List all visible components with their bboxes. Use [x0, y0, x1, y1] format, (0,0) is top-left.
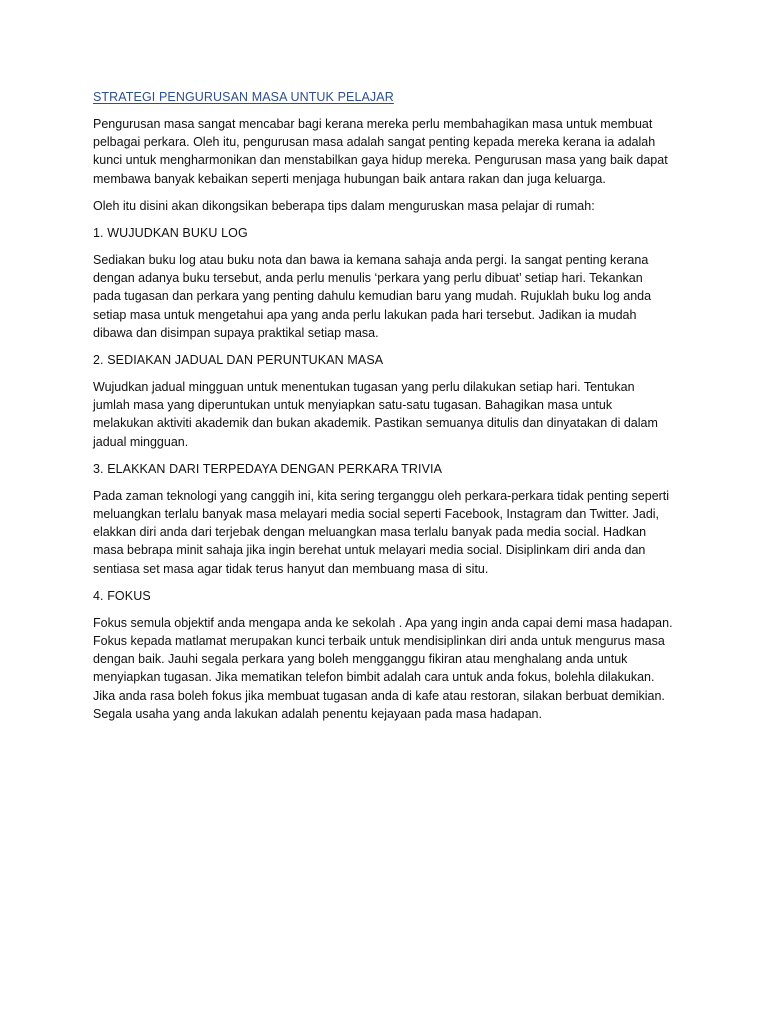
document-title: STRATEGI PENGURUSAN MASA UNTUK PELAJAR: [93, 90, 394, 104]
document-content: [93, 88, 673, 732]
lead-paragraph: Oleh itu disini akan dikongsikan beberapa tips dalam menguruskan masa pelajar di rumah:: [93, 198, 595, 213]
intro-paragraph: Pengurusan masa sangat mencabar bagi kerana mereka perlu membahagikan masa untuk membuat pelbagai perkara. Oleh itu, pengurusan masa adalah sangat penting kepada mereka kerana ia adalah kunci untuk mengharmonikan dan menstabilkan gaya hidup mereka. Pengurusan masa yang baik dapat membawa banyak kebaikan seperti menjaga hubungan baik antara rakan dan juga keluarga.: [93, 117, 668, 186]
section-heading-3: 3. ELAKKAN DARI TERPEDAYA DENGAN PERKARA TRIVIA: [93, 461, 443, 476]
section-body-1: Sediakan buku log atau buku nota dan bawa ia kemana sahaja anda pergi. Ia sangat penting kerana dengan adanya buku tersebut, anda perlu menulis ‘perkara yang perlu dibuat’ setiap hari. Tekankan pada tugasan dan perkara yang penting dahulu kemudian baru yang mudah. Rujuklah buku log anda setiap masa untuk mengetahui apa yang anda perlu lakukan pada hari tersebut. Jadikan ia mudah dibawa dan disimpan supaya praktikal setiap masa.: [93, 253, 652, 340]
section-heading-1: 1. WUJUDKAN BUKU LOG: [93, 226, 248, 241]
section-body-4: Fokus semula objektif anda mengapa anda ke sekolah . Apa yang ingin anda capai demi masa hadapan. Fokus kepada matlamat merupakan kunci terbaik untuk mendisiplinkan diri anda untuk mengurus masa dengan baik. Jauhi segala perkara yang boleh mengganggu fikiran atau menghalang anda untuk menyiapkan tugasan. Jika mematikan telefon bimbit adalah cara untuk anda fokus, bolehla dilakukan. Jika anda rasa boleh fokus jika membuat tugasan anda di kafe atau restoran, silakan berbuat demikian. Segala usaha yang anda lakukan adalah penentu kejayaan pada masa hadapan.: [93, 615, 673, 721]
section-body-3: Pada zaman teknologi yang canggih ini, kita sering terganggu oleh perkara-perkara tidak penting seperti meluangkan terlalu banyak masa melayari media social seperti Facebook, Instagram dan Twitter. Jadi, elakkan diri anda dari terjebak dengan meluangkan masa terlalu banyak pada media social. Hadkan masa bebrapa minit sahaja jika ingin berehat untuk melayari media social. Disiplinkam diri anda dan sentiasa set masa agar tidak terus hanyut dan membuang masa di situ.: [93, 488, 670, 576]
section-heading-2: 2. SEDIAKAN JADUAL DAN PERUNTUKAN MASA: [93, 353, 384, 368]
section-body-2: Wujudkan jadual mingguan untuk menentukan tugasan yang perlu dilakukan setiap hari. Tentukan jumlah masa yang diperuntukan untuk menyiapkan satu-satu tugasan. Bahagikan masa untuk melakukan aktiviti akademik dan bukan akademik. Pastikan semuanya ditulis dan dinyatakan di dalam jadual mingguan.: [93, 380, 658, 449]
section-heading-4: 4. FOKUS: [93, 588, 151, 603]
